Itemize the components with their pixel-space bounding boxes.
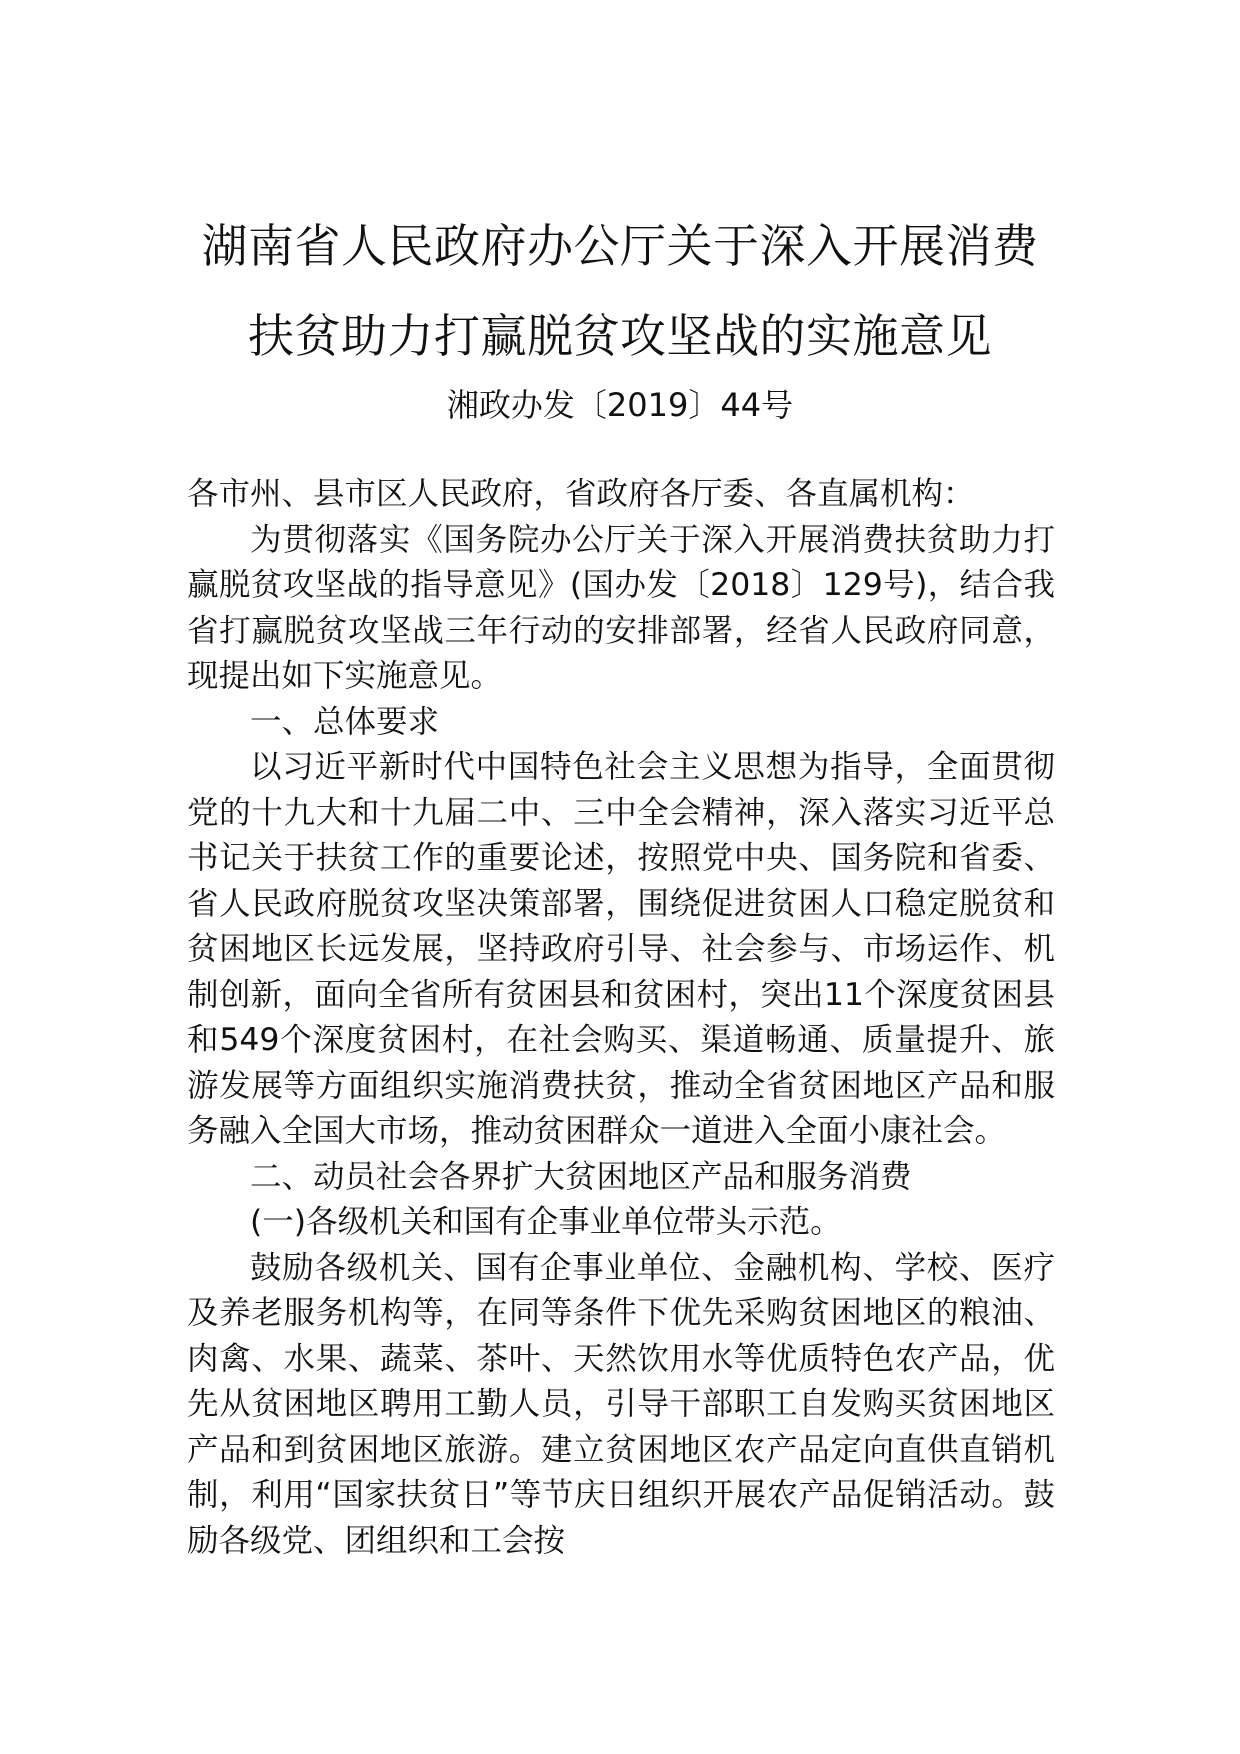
section-heading-2: 二、动员社会各界扩大贫困地区产品和服务消费 [250,1158,912,1195]
document-title-line-1: 湖南省人民政府办公厅关于深入开展消费 [201,219,1039,273]
paragraph-general-requirements: 以习近平新时代中国特色社会主义思想为指导，全面贯彻党的十九大和十九届二中、三中全会精神，深入落实习近平总书记关于扶贫工作的重要论述，按照党中央、国务院和省委、省人民政府脱贫攻坚决策部署，围绕促进贫困人口稳定脱贫和贫困地区长远发展，坚持政府引导、社会参与、市场运作、机制创新，面向全省所有贫困县和贫困村，突出11个深度贫困县和549个深度贫困村，在社会购买、渠道畅通、质量提升、旅游发展等方面组织实施消费扶贫，推动全省贫困地区产品和服务融入全国大市场，推动贫困群众一道进入全面小康社会。 [187,749,1055,1149]
paragraph-preamble: 为贯彻落实《国务院办公厅关于深入开展消费扶贫助力打赢脱贫攻坚战的指导意见》(国办发〔2018〕129号)，结合我省打赢脱贫攻坚战三年行动的安排部署，经省人民政府同意，现提出如下实施意见。 [187,521,1055,694]
salutation: 各市州、县市区人民政府，省政府各厅委、各直属机构： [187,476,975,512]
document-title-line-2: 扶贫助力打赢脱贫攻坚战的实施意见 [248,309,992,363]
document-number: 湘政办发〔2019〕44号 [446,386,794,424]
paragraph-institutions: 鼓励各级机关、国有企事业单位、金融机构、学校、医疗及养老服务机构等，在同等条件下优先采购贫困地区的粮油、肉禽、水果、蔬菜、茶叶、天然饮用水等优质特色农产品，优先从贫困地区聘用工勤人员，引导干部职工自发购买贫困地区产品和到贫困地区旅游。建立贫困地区农产品定向直供直销机制，利用“国家扶贫日”等节庆日组织开展农产品促销活动。鼓励各级党、团组织和工会按 [187,1249,1055,1559]
subsection-heading-1: (一)各级机关和国有企事业单位带头示范。 [250,1204,842,1240]
section-heading-1: 一、总体要求 [250,703,440,740]
document-body [187,472,1055,1564]
